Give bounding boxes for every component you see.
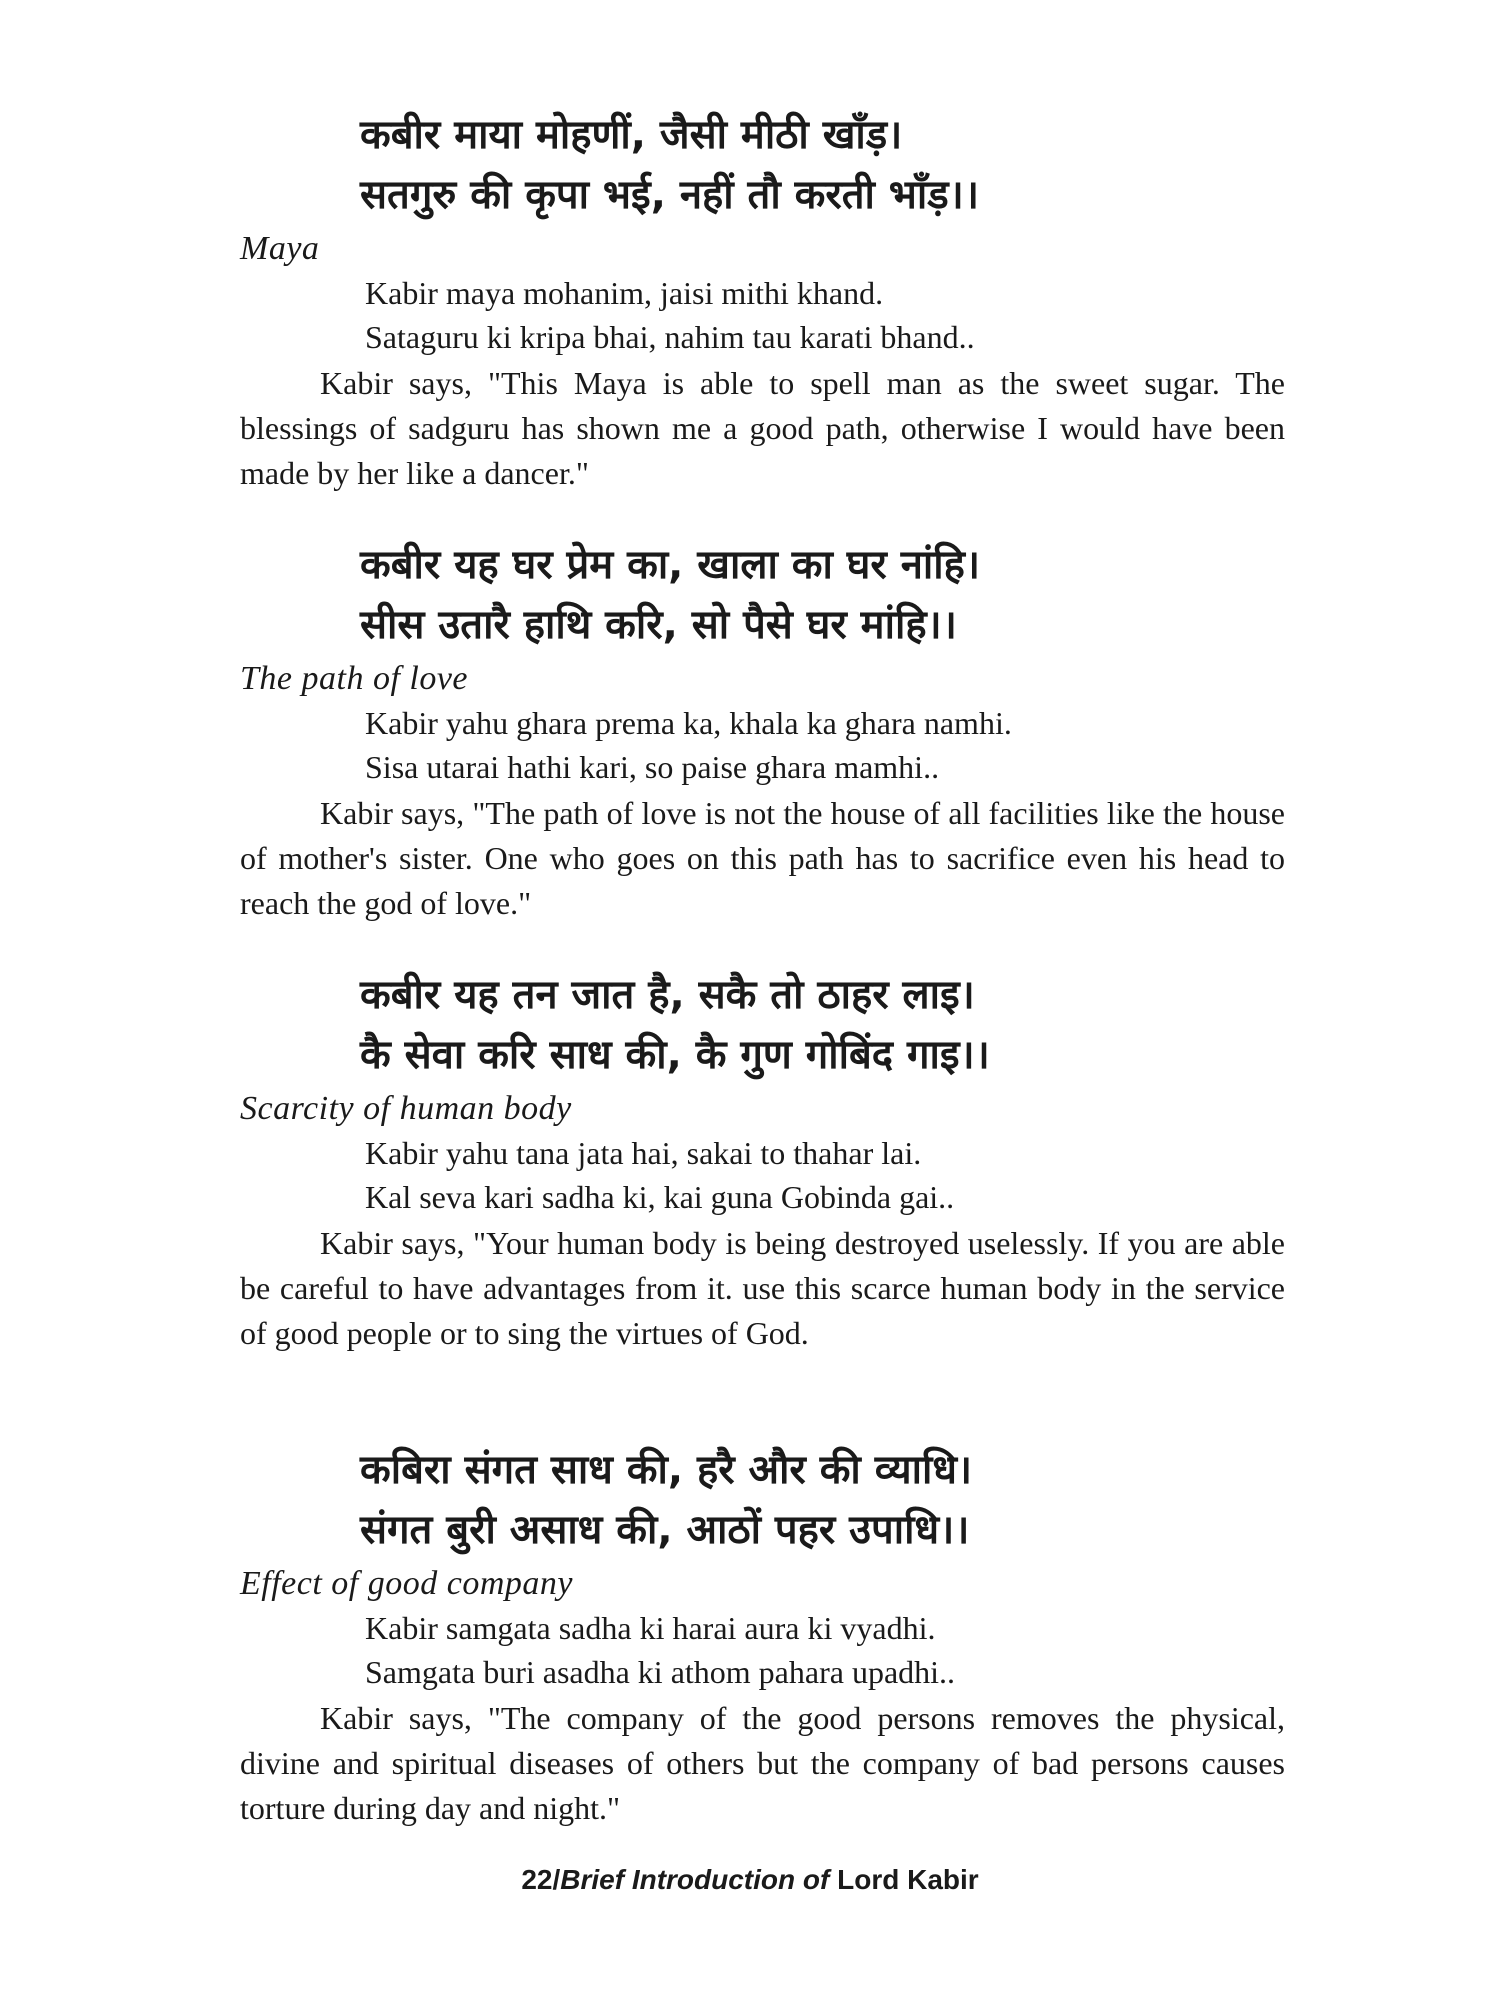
- verse-meaning: Kabir says, "The path of love is not the house of all facilities like the house of mother's sister. One who goes on this path has to sacrifice even his head to reach the god of love.": [240, 795, 1285, 921]
- verse-section: [240, 535, 1285, 926]
- verse-meaning: Kabir says, "The company of the good persons removes the physical, divine and spiritual diseases of others but the company of bad persons causes torture during day and night.": [240, 1700, 1285, 1826]
- hindi-couplet-line: संगत बुरी असाध की, आठों पहर उपाधि।।: [360, 1507, 970, 1553]
- hindi-couplet-line: सतगुरु की कृपा भई, नहीं तौ करती भाँड़।।: [360, 172, 979, 218]
- verse-heading: The path of love: [240, 660, 469, 697]
- transliteration-line: Kal seva kari sadha ki, kai guna Gobinda gai..: [365, 1179, 955, 1215]
- hindi-couplet-line: कबीर यह तन जात है, सकै तो ठाहर लाइ।: [360, 972, 975, 1018]
- verse-section: [240, 1440, 1285, 1831]
- verse-heading: Maya: [240, 230, 320, 267]
- hindi-couplet-line: कबीर माया मोहणीं, जैसी मीठी खाँड़।: [360, 112, 903, 158]
- verse-meaning: Kabir says, "Your human body is being destroyed uselessly. If you are able be careful to have advantages from it. use this scarce human body in the service of good people or to sing the virtues of God.: [240, 1225, 1285, 1351]
- transliteration-line: Kabir yahu ghara prema ka, khala ka ghara namhi.: [365, 705, 1012, 741]
- verse-heading: Scarcity of human body: [240, 1090, 572, 1127]
- verse-heading: Effect of good company: [240, 1565, 573, 1602]
- book-title-prefix: Brief Introduction of: [560, 1864, 838, 1895]
- transliteration-line: Samgata buri asadha ki athom pahara upadhi..: [365, 1654, 956, 1690]
- hindi-couplet-line: कबीर यह घर प्रेम का, खाला का घर नांहि।: [360, 542, 981, 588]
- verse-section: [240, 965, 1285, 1356]
- hindi-couplet-line: सीस उतारै हाथि करि, सो पैसे घर मांहि।।: [360, 602, 957, 648]
- hindi-couplet-line: कबिरा संगत साध की, हरै और की व्याधि।: [360, 1447, 973, 1493]
- hindi-couplet-line: कै सेवा करि साध की, कै गुण गोबिंद गाइ।।: [360, 1032, 990, 1078]
- page-number: 22/: [521, 1864, 561, 1895]
- transliteration-line: Sataguru ki kripa bhai, nahim tau karati bhand..: [365, 319, 975, 355]
- transliteration-line: Kabir samgata sadha ki harai aura ki vyadhi.: [365, 1610, 936, 1646]
- verse-meaning: Kabir says, "This Maya is able to spell man as the sweet sugar. The blessings of sadguru has shown me a good path, otherwise I would have been made by her like a dancer.": [240, 365, 1285, 491]
- transliteration-line: Sisa utarai hathi kari, so paise ghara mamhi..: [365, 749, 940, 785]
- page-footer: [0, 1864, 1500, 1896]
- verse-section: [240, 105, 1285, 496]
- transliteration-line: Kabir maya mohanim, jaisi mithi khand.: [365, 275, 884, 311]
- transliteration-line: Kabir yahu tana jata hai, sakai to thahar lai.: [365, 1135, 922, 1171]
- book-title-suffix: Lord Kabir: [837, 1864, 979, 1895]
